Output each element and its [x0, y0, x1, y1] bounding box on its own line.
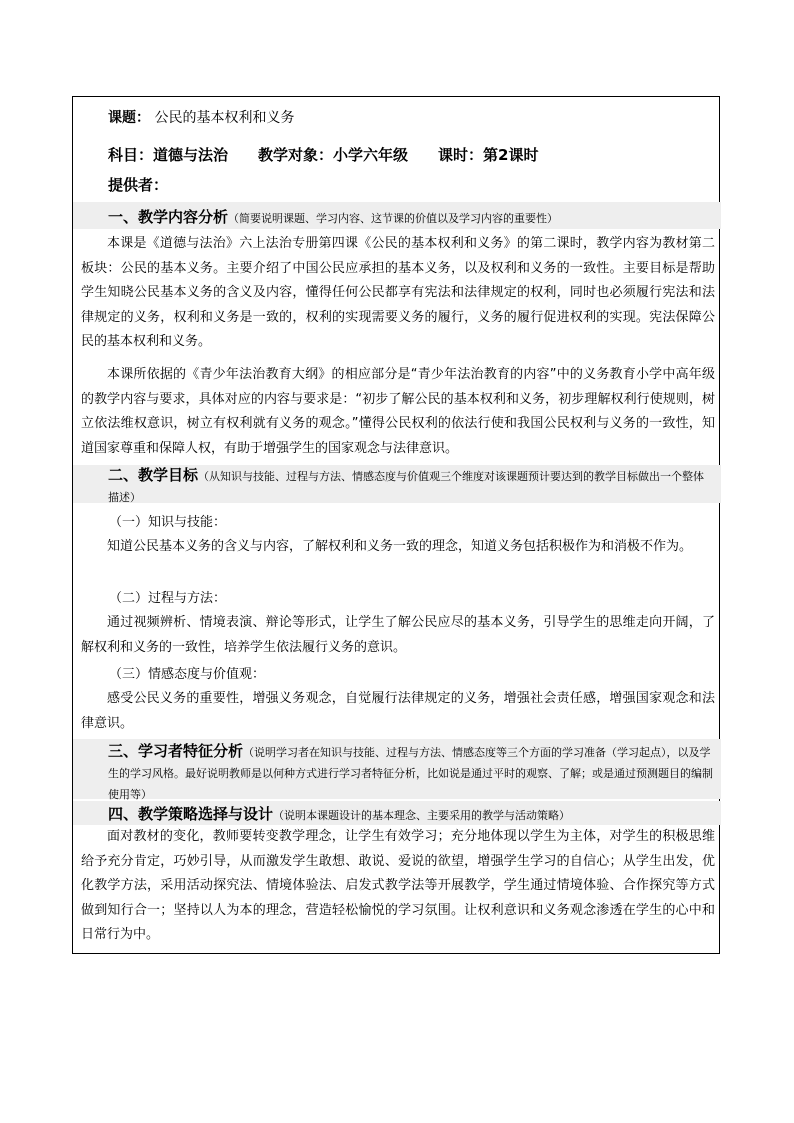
subsection-label: （三）情感态度与价值观：: [109, 667, 266, 682]
section-title: 二、教学目标: [108, 466, 199, 484]
section-4-paragraph-1: 面对教材的变化，教师要转变教学理念，让学生有效学习；充分地体现以学生为主体，对学生的积极思维给予充分肯定，巧妙引导，从而激发学生敢想、敢说、爱说的欲望，增强学生学习的自信心；从学生出发，优化教学方法，采用活动探究法、情境体验法、启发式教学法等开展教学，学生通过情境体验、合作探究等方式做到知行合一；坚持以人为本的理念，营造轻松愉悦的学习氛围。让权利意识和义务观念渗透在学生的心中和日常行为中。: [81, 829, 715, 942]
topic-line: [73, 109, 721, 127]
subject-line: 科目：道德与法治 教学对象：小学六年级 课时：第2课时: [108, 146, 539, 164]
section-title: 四、教学策略选择与设计: [108, 805, 274, 823]
subsection-label: （一）知识与技能：: [109, 515, 227, 530]
section-3-header: [73, 739, 721, 799]
subsection-text: 感受公民义务的重要性，增强义务观念，自觉履行法律规定的义务，增强社会责任感，增强国家观念和法律意识。: [81, 691, 715, 731]
section-note: （说明学习者在知识与技能、过程与方法、情感态度等三个方面的学习准备（学习起点），以及学生的学习风格。最好说明教师是以何种方式进行学习者特征分析，比如说是通过平时的观察、了解；或是通过预测题目的编制使用等）: [108, 746, 713, 801]
section-note: （从知识与技能、过程与方法、情感态度与价值观三个维度对该课题预计要达到的教学目标做出一个整体描述）: [108, 470, 705, 504]
subsection-text: 通过视频辨析、情境表演、辩论等形式，让学生了解公民应尽的基本义务，引导学生的思维走向开阔，了解权利和义务的一致性，培养学生依法履行义务的意识。: [81, 615, 715, 655]
section-note: （说明本课题设计的基本理念、主要采用的教学与活动策略）: [273, 809, 571, 822]
section-note: （简要说明课题、学习内容、这节课的价值以及学习内容的重要性）: [228, 212, 559, 225]
provider-line: 提供者：: [108, 176, 169, 194]
section-1-paragraph-1: 本课是《道德与法治》六上法治专册第四课《公民的基本权利和义务》的第二课时，教学内容为教材第二板块：公民的基本义务。主要介绍了中国公民应承担的基本义务，以及权利和义务的一致性。主要目标是帮助学生知晓公民基本义务的含义及内容，懂得任何公民都享有宪法和法律规定的权利，同时也必须履行宪法和法律规定的义务，权利和义务是一致的，权利的实现需要义务的履行，义务的履行促进权利的实现。宪法保障公民的基本权利和义务。: [81, 236, 715, 349]
section-1-header: [73, 202, 721, 229]
subsection-label: （二）过程与方法：: [109, 591, 227, 606]
section-title: 三、学习者特征分析: [108, 742, 244, 760]
section-1-paragraph-2: 本课所依据的《青少年法治教育大纲》的相应部分是“青少年法治教育的内容”中的义务教育小学中高年级的教学内容与要求，具体对应的内容与要求是：“初步了解公民的基本权利和义务，初步理解权利行使规则，树立依法维权意识，树立有权利就有义务的观念。”懂得公民权利的依法行使和我国公民权利与义务的一致性，知道国家尊重和保障人权，有助于增强学生的国家观念与法律意识。: [81, 367, 715, 456]
section-title: 一、教学内容分析: [108, 208, 229, 226]
lesson-plan-table: [72, 96, 720, 954]
topic-label: 课题：: [108, 110, 150, 126]
section-2-header: [73, 465, 721, 503]
subsection-text: 知道公民基本义务的含义与内容，了解权利和义务一致的理念，知道义务包括积极作为和消极不作为。: [107, 539, 693, 554]
section-4-header: [73, 801, 721, 825]
topic-value: 公民的基本权利和义务: [154, 110, 295, 126]
